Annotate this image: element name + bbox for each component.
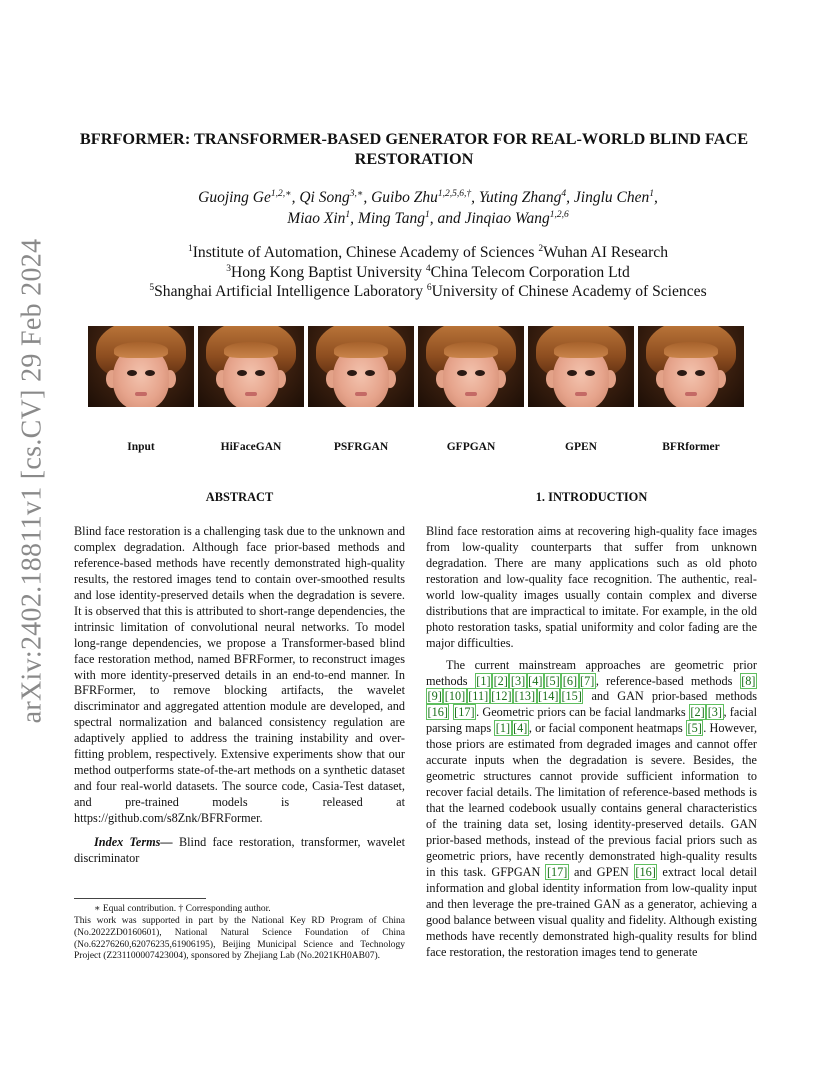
citation-link[interactable]: [1] xyxy=(495,721,511,736)
citation-link[interactable]: [3] xyxy=(510,673,526,688)
face-image-bfrformer xyxy=(638,326,744,407)
abstract-text: Blind face restoration is a challenging task due to the unknown and complex degradation. Although face prior-based methods and reference-based methods have recently demonstrated high-quality results, the restored images tend to contain over-smoothed results and lose identity-preserved details when the degradation is severe. It is observed that this is attributed to short-range dependencies, the intrinsic limitation of convolutional neural networks. To model long-range dependencies, we propose a Transformer-based blind face restoration method, named BFRFormer, to reconstruct images with more identity-preserved details in an end-to-end manner. In BFRFormer, to remove blocking artifacts, the wavelet discriminator and aggregated attention module are developed, and spectral normalization and balanced consistency regulation are adaptively applied to address the training instability and over-fitting problem, respectively. Extensive experiments show that our method outperforms state-of-the-art methods on a synthetic dataset and four real-world datasets. The source code, Casia-Test dataset, and pre-trained models is released at https://github.com/s8Znk/BFRFormer. xyxy=(74,523,406,826)
citation-link[interactable]: [16] xyxy=(427,705,448,720)
citation-link[interactable]: [6] xyxy=(562,673,578,688)
citation-link[interactable]: [4] xyxy=(528,673,543,688)
footnote-funding: This work was supported in part by the National Key RD Program of China (No.2022ZD0160601), National Natural Science Foundation of China (No.62276260,62076235,61906195), Beijing Municipal Science and Technology Project (Z231100007423004), sponsored by Zhejiang Lab (No.2021KH0AB07). xyxy=(74,915,405,962)
index-terms-label: Index Terms— xyxy=(94,835,173,850)
citation-link[interactable]: [1] xyxy=(476,673,491,688)
citation-link[interactable]: [14] xyxy=(538,689,559,704)
introduction-section xyxy=(426,490,757,961)
arxiv-identifier: arXiv:2402.18811v1 [cs.CV] 29 Feb 2024 xyxy=(16,238,48,724)
author: Yuting Zhang$^4$, xyxy=(478,189,574,206)
author: Miao Xin$^1$, xyxy=(287,210,358,227)
figure-labels xyxy=(88,441,744,457)
citation-link[interactable]: [10] xyxy=(444,689,466,704)
citation-link[interactable]: [5] xyxy=(687,721,702,736)
author-list xyxy=(100,187,756,229)
affiliation-line: $^5$Shanghai Artificial Intelligence Laboratory $^6$University of Chinese Academy of Sciences xyxy=(149,283,707,300)
citation-link[interactable]: [4] xyxy=(513,721,528,736)
figure-label: GFPGAN xyxy=(446,441,496,453)
citation-link[interactable]: [7] xyxy=(580,673,595,688)
face-image-input xyxy=(88,326,194,407)
affiliation-line: $^3$Hong Kong Baptist University $^4$China Telecom Corporation Ltd xyxy=(226,263,630,281)
figure-label: PSFRGAN xyxy=(333,441,389,453)
footnote-rule xyxy=(74,898,206,899)
affiliations xyxy=(90,243,766,302)
abstract-section xyxy=(74,490,405,867)
face-image-hifacegan xyxy=(198,326,304,407)
figure-label: Input xyxy=(127,441,155,453)
citation-link[interactable]: [17] xyxy=(546,864,568,879)
introduction-heading: 1. INTRODUCTION xyxy=(535,490,648,504)
author: Guojing $Ge^{1,2,∗}$, xyxy=(198,189,300,206)
face-image-gpen xyxy=(528,326,634,407)
abstract-heading: ABSTRACT xyxy=(205,490,274,504)
face-image-gfpgan xyxy=(418,326,524,407)
footnote-equal-contribution: ∗ Equal contribution. † Corresponding author. xyxy=(94,904,271,914)
index-terms-text: Blind face restoration, transformer, wavelet discriminator xyxy=(74,835,405,866)
citation-link[interactable]: [12] xyxy=(491,689,512,704)
intro-paragraph-2: The current mainstream approaches are geometric prior methods [1] [2] [3] [4] [5] [6] [7] , reference-based methods [8][9] [10] [11] [12] [13] [14] [15] and GAN prior-based methods [16] [17] . Geometric priors can be facial landmarks [2] [3] , facial parsing maps [1] [4] , or facial component heatmaps [5] . However, those priors are estimated from degraded images and cannot offer accurate inputs when the degradation is severe. Besides, the geometric structures cannot provide sufficient information to recover facial details. The limitation of reference-based methods is that the learned codebook usually contains general characteristics of the training data set, losing identity-preserved details. GAN prior-based methods, instead of the previous facial priors such as geometric priors, have recently demonstrated high-quality results in this task. GFPGAN [17] and GPEN [16] extract local detail information and global identity information from low-quality input and then leverage the pre-trained GAN as a generator, achieving a good balance between visual quality and fidelity. Although existing methods have recently demonstrated high-quality results for blind face restoration, the restoration images tend to generate xyxy=(426,657,757,959)
citation-link[interactable]: [2] xyxy=(493,673,508,688)
intro-paragraph-1: Blind face restoration aims at recovering high-quality face images from low-quality counterparts that suffer from unknown degradation. There are many applications such as old photo restoration and low-quality face recognition. The authentic, real-world low-quality images usually contain complex and diverse distributions that are impractical to imitate. For example, in the old photo restoration tasks, spatial uniformity and color fading are the major difficulties. xyxy=(426,523,757,650)
citation-link[interactable]: [9] xyxy=(427,689,442,704)
author: Qi Song$^{3,∗}$, xyxy=(299,189,372,206)
citation-link[interactable]: [13] xyxy=(514,689,536,704)
citation-link[interactable]: [5] xyxy=(545,673,560,688)
face-image-psfrgan xyxy=(308,326,414,407)
footnotes xyxy=(74,904,405,963)
index-terms xyxy=(74,835,405,867)
author: Ming Tang$^1$, and xyxy=(357,210,465,227)
citation-link[interactable]: [16] xyxy=(635,864,656,879)
author: Guibo Zhu$^{1,2,5,6,\dagger}$, xyxy=(371,189,479,206)
figure-label: GPEN xyxy=(565,441,597,453)
author: Jinglu Chen$^1$, xyxy=(573,189,658,206)
citation-link[interactable]: [3] xyxy=(707,705,722,720)
citation-link[interactable]: [2] xyxy=(690,705,705,720)
author: Jinqiao Wang$^{1,2,6}$ xyxy=(464,210,569,227)
citation-link[interactable]: [15] xyxy=(561,689,582,704)
teaser-figure xyxy=(88,326,744,408)
citation-link[interactable]: [17] xyxy=(454,705,475,720)
affiliation-line: $^1$Institute of Automation, Chinese Academy of Sciences $^2$Wuhan AI Research xyxy=(187,244,669,261)
figure-label: HiFaceGAN xyxy=(220,441,282,453)
citation-link[interactable]: [11] xyxy=(468,689,489,704)
citation-link[interactable]: [8] xyxy=(741,673,756,688)
arxiv-side-stamp xyxy=(12,238,52,724)
paper-title: BFRFORMER: TRANSFORMER-BASED GENERATOR FOR REAL-WORLD BLIND FACE RESTORATION xyxy=(79,129,749,168)
figure-label: BFRformer xyxy=(662,441,720,453)
